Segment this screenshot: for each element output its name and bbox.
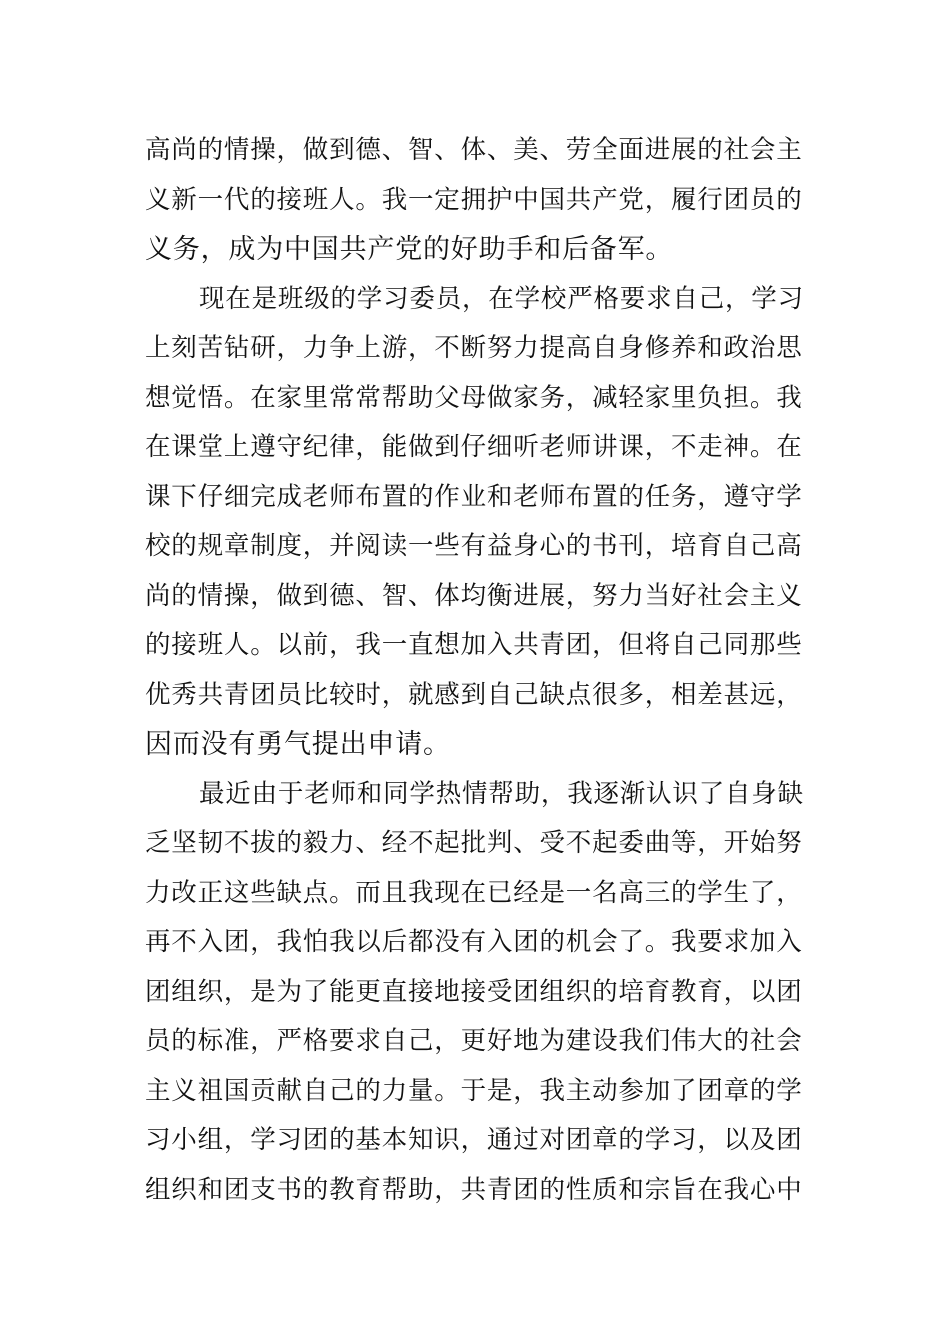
text-line: 义新一代的接班人。我一定拥护中国共产党，履行团员的 (145, 184, 803, 215)
text-line: 高尚的情操，做到德、智、体、美、劳全面进展的社会主 (145, 135, 803, 165)
text-line: 习小组，学习团的基本知识，通过对团章的学习，以及团 (145, 1125, 803, 1155)
text-line: 乏坚韧不拔的毅力、经不起批判、受不起委曲等，开始努 (145, 828, 803, 858)
paragraph-3 (145, 770, 809, 1216)
text-line: 团组织，是为了能更直接地接受团组织的培育教育，以团 (145, 976, 803, 1007)
text-line: 的接班人。以前，我一直想加入共青团，但将自己同那些 (145, 630, 803, 660)
text-line: 现在是班级的学习委员，在学校严格要求自己，学习 (199, 283, 804, 314)
text-line: 在课堂上遵守纪律，能做到仔细听老师讲课，不走神。在 (145, 432, 803, 462)
document-body (145, 126, 809, 1215)
text-line: 课下仔细完成老师布置的作业和老师布置的任务，遵守学 (145, 481, 803, 512)
paragraph-1 (145, 126, 809, 275)
text-line: 组织和团支书的教育帮助，共青团的性质和宗旨在我心中 (145, 1174, 803, 1205)
text-line: 员的标准，严格要求自己，更好地为建设我们伟大的社会 (145, 1026, 803, 1056)
text-line: 最近由于老师和同学热情帮助，我逐渐认识了自身缺 (199, 778, 804, 809)
text-line: 主义祖国贡献自己的力量。于是，我主动参加了团章的学 (145, 1075, 803, 1106)
text-line: 优秀共青团员比较时，就感到自己缺点很多，相差甚远， (145, 679, 803, 710)
text-line: 尚的情操，做到德、智、体均衡进展，努力当好社会主义 (145, 580, 803, 611)
text-line: 因而没有勇气提出申请。 (145, 729, 451, 760)
text-line: 义务，成为中国共产党的好助手和后备军。 (145, 234, 674, 265)
text-line: 上刻苦钻研，力争上游，不断努力提高自身修养和政治思 (145, 333, 803, 363)
text-line: 再不入团，我怕我以后都没有入团的机会了。我要求加入 (145, 927, 803, 957)
paragraph-2 (145, 275, 809, 770)
text-line: 校的规章制度，并阅读一些有益身心的书刊，培育自己高 (145, 531, 803, 561)
text-line: 力改正这些缺点。而且我现在已经是一名高三的学生了， (145, 877, 803, 908)
text-line: 想觉悟。在家里常常帮助父母做家务，减轻家里负担。我 (145, 382, 803, 413)
